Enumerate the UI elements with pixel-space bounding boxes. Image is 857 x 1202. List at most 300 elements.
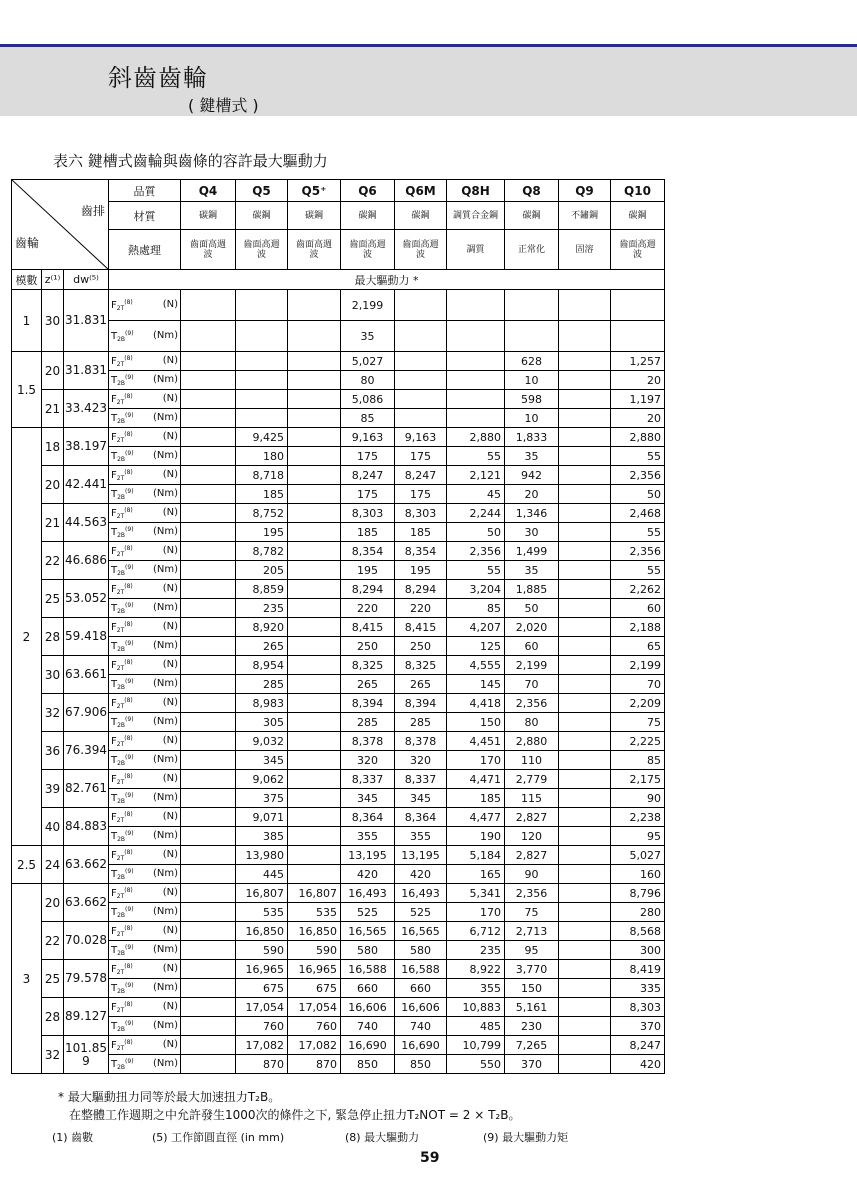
torque-label: $T_{2B}^{(9)}$ xyxy=(111,829,134,843)
module-cell: 1 xyxy=(12,290,42,352)
force-value-cell: 2,199 xyxy=(611,656,665,675)
force-value-cell: 2,356 xyxy=(447,542,505,561)
quality-header: Q5⁺ xyxy=(288,180,341,202)
force-label: $F_{2T}^{(8)}$ xyxy=(111,392,133,406)
force-value-cell: 8,378 xyxy=(395,732,447,751)
unit-label: (Nm) xyxy=(152,411,178,423)
force-value-cell: 2,468 xyxy=(611,504,665,523)
table-row xyxy=(12,447,665,466)
force-value-cell xyxy=(559,542,611,561)
unit-label: (N) xyxy=(162,298,178,310)
torque-row-label xyxy=(109,675,181,694)
footnote-star: * 最大驅動扭力同等於最大加速扭力T₂B。 xyxy=(58,1090,281,1104)
material-cell: 不鏽鋼 xyxy=(559,202,611,230)
force-row-label xyxy=(109,960,181,979)
unit-label: (N) xyxy=(162,924,178,936)
torque-value-cell xyxy=(447,409,505,428)
material-cell: 碳鋼 xyxy=(341,202,395,230)
force-value-cell: 2,121 xyxy=(447,466,505,485)
torque-value-cell: 160 xyxy=(611,865,665,884)
torque-value-cell: 70 xyxy=(505,675,559,694)
torque-value-cell: 70 xyxy=(611,675,665,694)
force-value-cell: 8,796 xyxy=(611,884,665,903)
torque-value-cell: 535 xyxy=(288,903,341,922)
torque-value-cell: 85 xyxy=(341,409,395,428)
torque-value-cell: 590 xyxy=(288,941,341,960)
force-value-cell: 8,303 xyxy=(341,504,395,523)
torque-value-cell xyxy=(559,523,611,542)
torque-value-cell xyxy=(559,827,611,846)
force-value-cell xyxy=(288,732,341,751)
torque-value-cell xyxy=(559,903,611,922)
force-value-cell xyxy=(559,1036,611,1055)
force-label: $F_{2T}^{(8)}$ xyxy=(111,430,133,444)
torque-value-cell: 10 xyxy=(505,371,559,390)
force-value-cell xyxy=(505,290,559,321)
torque-value-cell xyxy=(288,599,341,618)
pitch-diameter-cell: 70.028 xyxy=(64,922,109,960)
force-label: $F_{2T}^{(8)}$ xyxy=(111,620,133,634)
torque-value-cell: 55 xyxy=(447,447,505,466)
pitch-diameter-cell: 31.831 xyxy=(64,290,109,352)
table-row xyxy=(12,504,665,523)
unit-label: (Nm) xyxy=(152,867,178,879)
heat-treatment-cell: 齒面高週波 xyxy=(288,230,341,270)
force-value-cell xyxy=(181,922,236,941)
force-value-cell xyxy=(559,466,611,485)
row-label-quality: 品質 xyxy=(109,180,181,202)
torque-value-cell: 50 xyxy=(447,523,505,542)
force-value-cell: 2,209 xyxy=(611,694,665,713)
torque-value-cell xyxy=(611,321,665,352)
unit-label: (Nm) xyxy=(152,981,178,993)
torque-row-label xyxy=(109,321,181,352)
torque-value-cell: 170 xyxy=(447,903,505,922)
torque-value-cell: 55 xyxy=(447,561,505,580)
tooth-count-cell: 21 xyxy=(42,390,64,428)
force-value-cell: 16,606 xyxy=(395,998,447,1017)
max-force-header: 最大驅動力 * xyxy=(109,270,665,290)
table-row xyxy=(12,485,665,504)
force-value-cell: 942 xyxy=(505,466,559,485)
force-label: $F_{2T}^{(8)}$ xyxy=(111,924,133,938)
torque-value-cell xyxy=(181,713,236,732)
force-value-cell xyxy=(236,390,288,409)
torque-value-cell: 145 xyxy=(447,675,505,694)
force-value-cell: 5,086 xyxy=(341,390,395,409)
quality-header: Q8H xyxy=(447,180,505,202)
page-number: 59 xyxy=(420,1150,440,1166)
torque-value-cell: 420 xyxy=(341,865,395,884)
torque-row-label xyxy=(109,409,181,428)
torque-value-cell: 180 xyxy=(236,447,288,466)
force-value-cell: 2,238 xyxy=(611,808,665,827)
force-label: $F_{2T}^{(8)}$ xyxy=(111,468,133,482)
force-value-cell: 2,827 xyxy=(505,846,559,865)
heat-treatment-cell: 調質 xyxy=(447,230,505,270)
table-row xyxy=(12,523,665,542)
pitch-diameter-cell: 38.197 xyxy=(64,428,109,466)
torque-value-cell: 110 xyxy=(505,751,559,770)
force-value-cell: 8,718 xyxy=(236,466,288,485)
force-value-cell xyxy=(395,290,447,321)
pitch-diameter-cell: 89.127 xyxy=(64,998,109,1036)
legend-8: (8) 最大驅動力 xyxy=(345,1131,420,1144)
torque-row-label xyxy=(109,599,181,618)
force-row-label xyxy=(109,694,181,713)
force-value-cell: 17,054 xyxy=(288,998,341,1017)
force-value-cell: 8,983 xyxy=(236,694,288,713)
torque-value-cell: 185 xyxy=(447,789,505,808)
force-row-label xyxy=(109,732,181,751)
unit-label: (Nm) xyxy=(152,487,178,499)
torque-label: $T_{2B}^{(9)}$ xyxy=(111,487,134,501)
force-label: $F_{2T}^{(8)}$ xyxy=(111,734,133,748)
corner-diagonal-cell xyxy=(12,180,109,270)
torque-value-cell: 115 xyxy=(505,789,559,808)
material-cell: 碳鋼 xyxy=(181,202,236,230)
torque-value-cell: 125 xyxy=(447,637,505,656)
force-value-cell xyxy=(288,466,341,485)
torque-value-cell: 300 xyxy=(611,941,665,960)
tooth-count-cell: 36 xyxy=(42,732,64,770)
force-label: $F_{2T}^{(8)}$ xyxy=(111,544,133,558)
pitch-diameter-cell: 79.578 xyxy=(64,960,109,998)
force-value-cell: 17,082 xyxy=(236,1036,288,1055)
tooth-count-cell: 25 xyxy=(42,580,64,618)
unit-label: (N) xyxy=(162,1038,178,1050)
tooth-count-cell: 24 xyxy=(42,846,64,884)
module-cell: 2 xyxy=(12,428,42,846)
table-row xyxy=(12,827,665,846)
torque-value-cell: 185 xyxy=(341,523,395,542)
torque-value-cell: 675 xyxy=(288,979,341,998)
unit-label: (Nm) xyxy=(152,943,178,955)
force-label: $F_{2T}^{(8)}$ xyxy=(111,298,133,312)
force-value-cell xyxy=(447,290,505,321)
table-row xyxy=(12,466,665,485)
force-value-cell xyxy=(559,770,611,789)
pitch-diameter-cell: 33.423 xyxy=(64,390,109,428)
table-row xyxy=(12,561,665,580)
torque-value-cell: 170 xyxy=(447,751,505,770)
unit-label: (N) xyxy=(162,772,178,784)
force-value-cell: 5,184 xyxy=(447,846,505,865)
table-row xyxy=(12,846,665,865)
force-label: $F_{2T}^{(8)}$ xyxy=(111,658,133,672)
torque-value-cell: 550 xyxy=(447,1055,505,1074)
torque-value-cell xyxy=(559,979,611,998)
tooth-count-cell: 20 xyxy=(42,884,64,922)
torque-value-cell xyxy=(559,1017,611,1036)
torque-value-cell: 345 xyxy=(236,751,288,770)
force-value-cell xyxy=(559,618,611,637)
force-value-cell: 628 xyxy=(505,352,559,371)
force-value-cell: 8,378 xyxy=(341,732,395,751)
torque-value-cell: 385 xyxy=(236,827,288,846)
quality-header: Q10 xyxy=(611,180,665,202)
force-value-cell: 1,499 xyxy=(505,542,559,561)
torque-label: $T_{2B}^{(9)}$ xyxy=(111,753,134,767)
force-value-cell: 8,782 xyxy=(236,542,288,561)
force-label: $F_{2T}^{(8)}$ xyxy=(111,354,133,368)
torque-value-cell: 375 xyxy=(236,789,288,808)
tooth-count-cell: 40 xyxy=(42,808,64,846)
force-value-cell xyxy=(288,694,341,713)
torque-row-label xyxy=(109,485,181,504)
force-value-cell xyxy=(236,352,288,371)
table-row xyxy=(12,1055,665,1074)
force-value-cell: 2,880 xyxy=(505,732,559,751)
table-row xyxy=(12,352,665,371)
torque-value-cell: 285 xyxy=(341,713,395,732)
torque-value-cell xyxy=(559,485,611,504)
force-value-cell xyxy=(288,428,341,447)
torque-value-cell xyxy=(288,523,341,542)
torque-value-cell: 420 xyxy=(395,865,447,884)
table-row xyxy=(12,656,665,675)
force-value-cell: 2,262 xyxy=(611,580,665,599)
force-value-cell xyxy=(611,290,665,321)
force-value-cell: 8,303 xyxy=(611,998,665,1017)
force-row-label xyxy=(109,466,181,485)
force-label: $F_{2T}^{(8)}$ xyxy=(111,886,133,900)
force-value-cell: 8,364 xyxy=(395,808,447,827)
force-value-cell: 2,356 xyxy=(505,694,559,713)
torque-value-cell xyxy=(559,1055,611,1074)
torque-row-label xyxy=(109,523,181,542)
table-row xyxy=(12,290,665,321)
tooth-count-cell: 28 xyxy=(42,998,64,1036)
force-value-cell xyxy=(559,808,611,827)
force-value-cell: 16,565 xyxy=(341,922,395,941)
table-row xyxy=(12,599,665,618)
force-value-cell: 2,199 xyxy=(341,290,395,321)
force-value-cell: 8,394 xyxy=(341,694,395,713)
unit-label: (N) xyxy=(162,1000,178,1012)
force-value-cell: 2,827 xyxy=(505,808,559,827)
force-value-cell: 16,690 xyxy=(395,1036,447,1055)
torque-value-cell: 590 xyxy=(236,941,288,960)
torque-value-cell: 265 xyxy=(236,637,288,656)
torque-value-cell xyxy=(395,371,447,390)
torque-value-cell: 80 xyxy=(341,371,395,390)
torque-value-cell: 55 xyxy=(611,447,665,466)
torque-row-label xyxy=(109,979,181,998)
force-value-cell xyxy=(181,580,236,599)
unit-label: (N) xyxy=(162,620,178,632)
torque-value-cell: 85 xyxy=(611,751,665,770)
torque-value-cell: 175 xyxy=(341,447,395,466)
force-value-cell xyxy=(559,694,611,713)
corner-rack-label: 齒排 xyxy=(81,204,106,218)
torque-value-cell xyxy=(181,321,236,352)
force-value-cell xyxy=(559,656,611,675)
pitch-diameter-cell: 53.052 xyxy=(64,580,109,618)
module-cell: 2.5 xyxy=(12,846,42,884)
torque-value-cell xyxy=(288,371,341,390)
torque-value-cell xyxy=(181,751,236,770)
force-value-cell: 10,883 xyxy=(447,998,505,1017)
force-value-cell: 1,257 xyxy=(611,352,665,371)
table-row xyxy=(12,321,665,352)
torque-label: $T_{2B}^{(9)}$ xyxy=(111,639,134,653)
force-value-cell xyxy=(181,352,236,371)
force-value-cell xyxy=(288,504,341,523)
pitch-diameter-cell: 46.686 xyxy=(64,542,109,580)
unit-label: (Nm) xyxy=(152,601,178,613)
torque-value-cell: 35 xyxy=(505,447,559,466)
force-value-cell: 8,354 xyxy=(341,542,395,561)
heat-treatment-cell: 正常化 xyxy=(505,230,559,270)
unit-label: (Nm) xyxy=(152,373,178,385)
force-value-cell: 6,712 xyxy=(447,922,505,941)
table-row xyxy=(12,751,665,770)
table-row xyxy=(12,922,665,941)
force-value-cell xyxy=(559,884,611,903)
torque-value-cell: 95 xyxy=(505,941,559,960)
torque-value-cell: 760 xyxy=(288,1017,341,1036)
force-value-cell xyxy=(181,618,236,637)
tooth-count-cell: 25 xyxy=(42,960,64,998)
legend-9: (9) 最大驅動力矩 xyxy=(483,1131,569,1144)
torque-value-cell xyxy=(236,321,288,352)
table-row xyxy=(12,865,665,884)
table-row xyxy=(12,371,665,390)
diagonal-line xyxy=(12,180,109,270)
unit-label: (Nm) xyxy=(152,525,178,537)
torque-value-cell: 80 xyxy=(505,713,559,732)
force-value-cell xyxy=(181,1036,236,1055)
torque-value-cell: 205 xyxy=(236,561,288,580)
force-value-cell xyxy=(288,542,341,561)
torque-value-cell xyxy=(559,675,611,694)
torque-label: $T_{2B}^{(9)}$ xyxy=(111,563,134,577)
torque-value-cell: 870 xyxy=(288,1055,341,1074)
unit-label: (N) xyxy=(162,696,178,708)
legend-1: (1) 齒數 xyxy=(52,1131,94,1144)
force-value-cell: 13,980 xyxy=(236,846,288,865)
torque-value-cell: 675 xyxy=(236,979,288,998)
force-value-cell: 1,833 xyxy=(505,428,559,447)
torque-value-cell: 535 xyxy=(236,903,288,922)
force-value-cell: 16,850 xyxy=(288,922,341,941)
torque-value-cell xyxy=(559,409,611,428)
quality-header: Q6M xyxy=(395,180,447,202)
torque-value-cell: 370 xyxy=(611,1017,665,1036)
force-value-cell: 8,394 xyxy=(395,694,447,713)
torque-value-cell: 20 xyxy=(505,485,559,504)
torque-value-cell xyxy=(559,751,611,770)
force-value-cell: 8,337 xyxy=(395,770,447,789)
table-row xyxy=(12,694,665,713)
unit-label: (Nm) xyxy=(152,905,178,917)
force-value-cell: 2,020 xyxy=(505,618,559,637)
force-value-cell xyxy=(181,390,236,409)
force-value-cell: 16,807 xyxy=(288,884,341,903)
torque-label: $T_{2B}^{(9)}$ xyxy=(111,677,134,691)
torque-value-cell xyxy=(505,321,559,352)
table-row xyxy=(12,637,665,656)
torque-value-cell: 305 xyxy=(236,713,288,732)
force-row-label xyxy=(109,998,181,1017)
row-label-material: 材質 xyxy=(109,202,181,230)
material-cell: 碳鋼 xyxy=(611,202,665,230)
torque-value-cell: 355 xyxy=(447,979,505,998)
pitch-diameter-cell: 101.859 xyxy=(64,1036,109,1074)
force-value-cell: 13,195 xyxy=(341,846,395,865)
torque-row-label xyxy=(109,789,181,808)
table-row xyxy=(12,542,665,561)
tooth-count-cell: 21 xyxy=(42,504,64,542)
torque-label: $T_{2B}^{(9)}$ xyxy=(111,715,134,729)
force-value-cell: 8,920 xyxy=(236,618,288,637)
table-row xyxy=(12,409,665,428)
quality-header: Q5 xyxy=(236,180,288,202)
max-drive-force-table xyxy=(11,179,665,1074)
force-value-cell: 13,195 xyxy=(395,846,447,865)
force-value-cell: 16,493 xyxy=(341,884,395,903)
force-value-cell: 17,082 xyxy=(288,1036,341,1055)
force-row-label xyxy=(109,656,181,675)
force-value-cell xyxy=(181,846,236,865)
force-label: $F_{2T}^{(8)}$ xyxy=(111,1038,133,1052)
force-value-cell: 2,713 xyxy=(505,922,559,941)
table-row xyxy=(12,903,665,922)
torque-value-cell xyxy=(181,903,236,922)
torque-value-cell: 250 xyxy=(341,637,395,656)
torque-label: $T_{2B}^{(9)}$ xyxy=(111,981,134,995)
table-row xyxy=(12,713,665,732)
torque-value-cell xyxy=(559,941,611,960)
force-row-label xyxy=(109,884,181,903)
force-value-cell: 17,054 xyxy=(236,998,288,1017)
force-value-cell: 9,032 xyxy=(236,732,288,751)
unit-label: (N) xyxy=(162,544,178,556)
tooth-count-cell: 32 xyxy=(42,694,64,732)
force-value-cell: 16,850 xyxy=(236,922,288,941)
force-value-cell: 8,415 xyxy=(341,618,395,637)
unit-label: (N) xyxy=(162,810,178,822)
force-value-cell xyxy=(181,656,236,675)
torque-value-cell xyxy=(447,321,505,352)
torque-value-cell: 660 xyxy=(395,979,447,998)
torque-value-cell: 220 xyxy=(341,599,395,618)
force-value-cell xyxy=(559,732,611,751)
row-label-heat: 熱處理 xyxy=(109,230,181,270)
force-value-cell: 2,779 xyxy=(505,770,559,789)
torque-value-cell xyxy=(181,675,236,694)
torque-value-cell: 75 xyxy=(611,713,665,732)
force-value-cell xyxy=(288,580,341,599)
table-row xyxy=(12,675,665,694)
force-row-label xyxy=(109,618,181,637)
torque-value-cell xyxy=(181,409,236,428)
torque-value-cell: 55 xyxy=(611,561,665,580)
torque-value-cell: 870 xyxy=(236,1055,288,1074)
torque-value-cell: 65 xyxy=(611,637,665,656)
force-value-cell: 9,163 xyxy=(341,428,395,447)
torque-value-cell: 190 xyxy=(447,827,505,846)
torque-value-cell xyxy=(559,865,611,884)
force-value-cell xyxy=(288,846,341,865)
unit-label: (N) xyxy=(162,506,178,518)
force-label: $F_{2T}^{(8)}$ xyxy=(111,848,133,862)
col-z-header: z⁽¹⁾ xyxy=(42,270,64,290)
torque-value-cell xyxy=(559,561,611,580)
force-value-cell: 16,588 xyxy=(341,960,395,979)
pitch-diameter-cell: 42.441 xyxy=(64,466,109,504)
